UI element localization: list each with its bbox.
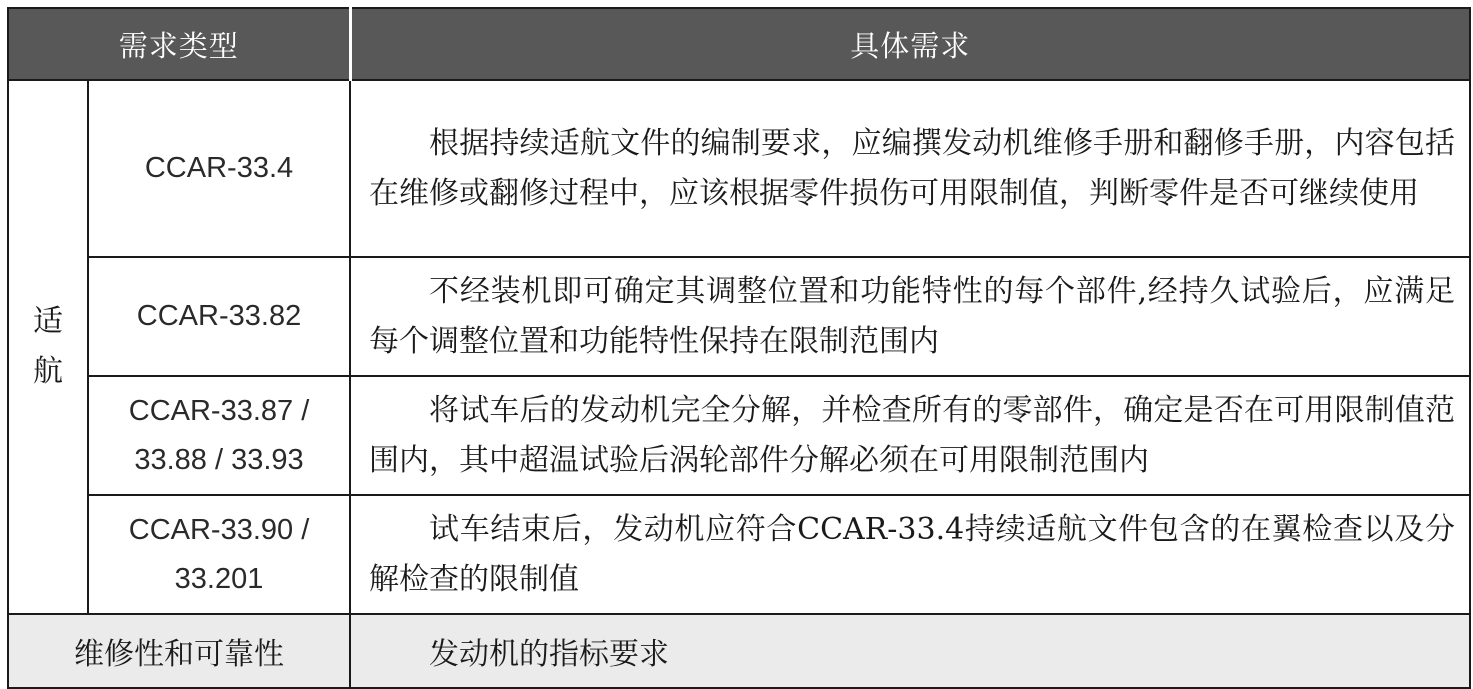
category-char: 航	[33, 354, 63, 389]
table-row	[8, 495, 1470, 614]
regulation-code-line: CCAR-33.87 /	[128, 394, 310, 427]
table-row	[8, 257, 1470, 376]
footer-requirement	[350, 614, 1470, 688]
footer-requirement-text: 发动机的指标要求	[429, 637, 670, 672]
regulation-code-line: 33.201	[174, 562, 264, 595]
regulation-code	[88, 376, 350, 495]
requirement-text: 根据持续适航文件的编制要求，应编撰发动机维修手册和翻修手册，内容包括在维修或翻修过程中，应该根据零件损伤可用限制值，判断零件是否可继续使用	[369, 125, 1456, 211]
requirement-description	[350, 257, 1470, 376]
requirement-text: 不经装机即可确定其调整位置和功能特性的每个部件,经持久试验后，应满足每个调整位置和功能特性保持在限制范围内	[369, 273, 1456, 359]
category-char: 适	[33, 304, 63, 339]
requirement-description	[350, 495, 1470, 614]
header-requirement-type: 需求类型	[8, 8, 350, 80]
table-row	[8, 376, 1470, 495]
requirement-text: 试车结束后，发动机应符合CCAR-33.4持续适航文件包含的在翼检查以及分解检查的限制值	[369, 511, 1456, 597]
regulation-code	[88, 257, 350, 376]
footer-requirement-type: 维修性和可靠性	[8, 614, 350, 688]
header-specific-requirement: 具体需求	[350, 8, 1470, 80]
regulation-code	[88, 80, 350, 257]
regulation-code	[88, 495, 350, 614]
table-footer-row	[8, 614, 1470, 688]
regulation-code-line: CCAR-33.4	[144, 152, 294, 184]
table-header-row	[8, 8, 1470, 80]
regulation-code-line: 33.88 / 33.93	[134, 443, 304, 476]
requirements-table	[7, 7, 1471, 689]
requirement-description	[350, 80, 1470, 257]
requirement-description	[350, 376, 1470, 495]
regulation-code-line: CCAR-33.90 /	[128, 513, 310, 546]
regulation-code-line: CCAR-33.82	[136, 300, 302, 332]
table-row	[8, 80, 1470, 257]
category-airworthiness	[8, 80, 88, 614]
requirement-text: 将试车后的发动机完全分解，并检查所有的零部件，确定是否在可用限制值范围内，其中超温试验后涡轮部件分解必须在可用限制范围内	[369, 392, 1456, 478]
